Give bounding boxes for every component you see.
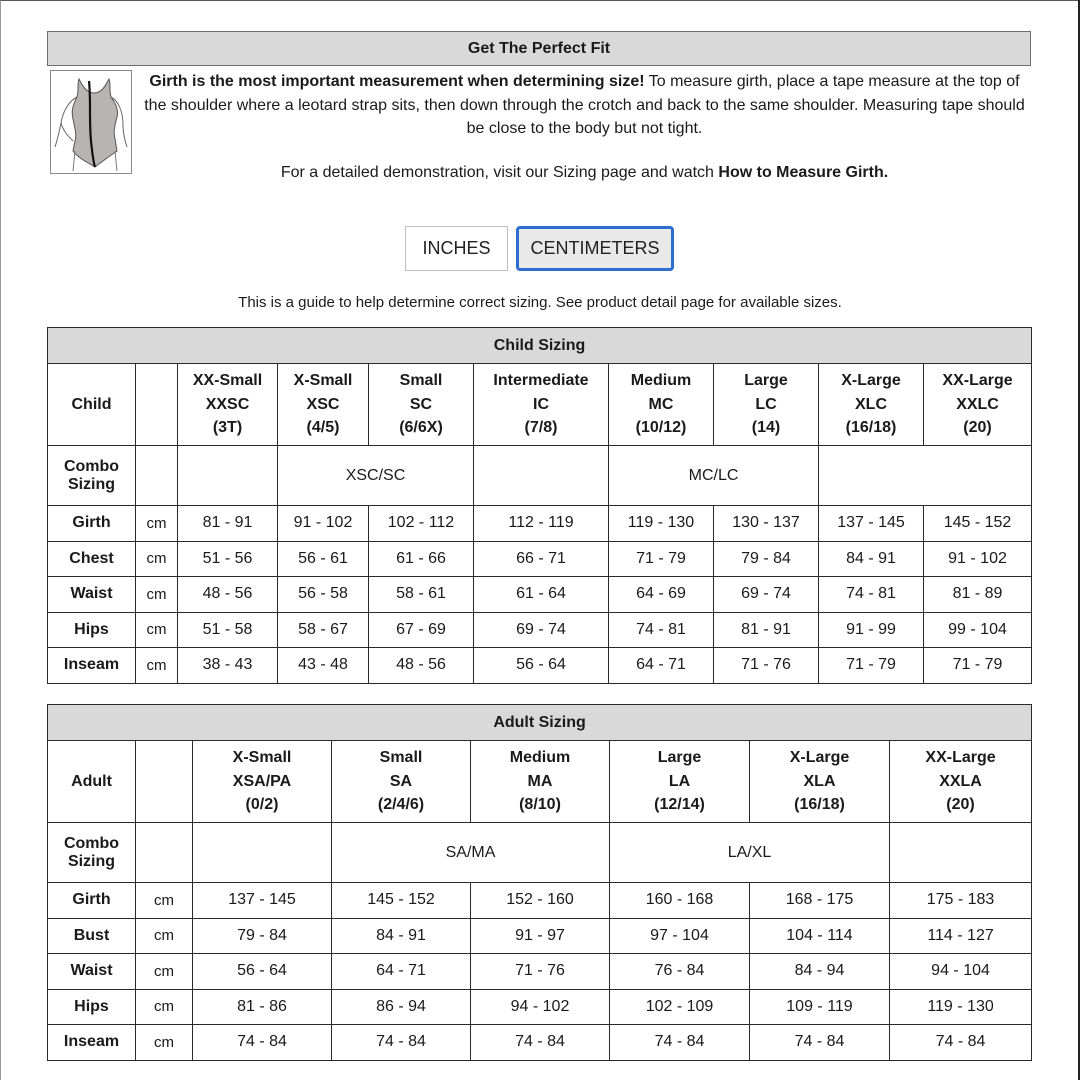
size-header <box>193 741 332 823</box>
size-range: (0/2) <box>245 796 279 814</box>
size-header <box>819 364 924 446</box>
measurement-label: Hips <box>48 989 136 1025</box>
measurement-value: 74 - 81 <box>609 612 714 648</box>
measurement-value: 71 - 76 <box>714 648 819 684</box>
size-range: (6/6X) <box>399 419 443 437</box>
table-row <box>48 506 1032 542</box>
size-range: (16/18) <box>845 419 897 437</box>
measurement-label: Inseam <box>48 648 136 684</box>
measurement-value: 79 - 84 <box>193 918 332 954</box>
combo-size-cell <box>819 446 1032 506</box>
measurement-value: 67 - 69 <box>369 612 474 648</box>
adult-sizing-table <box>47 704 1032 1061</box>
measurement-value: 69 - 74 <box>714 577 819 613</box>
table-row <box>48 918 1032 954</box>
measurement-value: 74 - 84 <box>332 1025 471 1061</box>
perfect-fit-panel <box>47 31 1031 188</box>
unit-toggle <box>405 226 674 271</box>
measurement-value: 74 - 84 <box>610 1025 750 1061</box>
table-row <box>48 577 1032 613</box>
measurement-label: Bust <box>48 918 136 954</box>
size-name: XX-Large <box>925 749 996 767</box>
size-header <box>924 364 1032 446</box>
leotard-figure-icon <box>51 71 131 173</box>
table-row <box>48 648 1032 684</box>
size-range: (7/8) <box>524 419 558 437</box>
measurement-value: 69 - 74 <box>474 612 609 648</box>
measurement-value: 56 - 64 <box>193 954 332 990</box>
adult-corner-label: Adult <box>48 741 136 823</box>
unit-cell: cm <box>136 1025 193 1061</box>
size-name: Intermediate <box>493 372 589 390</box>
centimeters-button[interactable]: CENTIMETERS <box>516 226 674 271</box>
measurement-value: 91 - 102 <box>278 506 369 542</box>
size-name: Small <box>399 372 443 390</box>
size-code: LC <box>755 395 777 413</box>
measurement-label: Inseam <box>48 1025 136 1061</box>
measurement-value: 58 - 67 <box>278 612 369 648</box>
measurement-value: 102 - 109 <box>610 989 750 1025</box>
size-code: LA <box>668 772 691 790</box>
measurement-value: 109 - 119 <box>750 989 890 1025</box>
measurement-label: Girth <box>48 883 136 919</box>
table-row <box>48 1025 1032 1061</box>
size-code: SA <box>389 772 413 790</box>
measurement-value: 76 - 84 <box>610 954 750 990</box>
combo-size-cell: SA/MA <box>332 823 610 883</box>
size-header <box>714 364 819 446</box>
measurement-value: 137 - 145 <box>819 506 924 542</box>
measurement-value: 81 - 91 <box>714 612 819 648</box>
table-row <box>48 541 1032 577</box>
measurement-label: Chest <box>48 541 136 577</box>
combo-unit-blank <box>136 446 178 506</box>
girth-instructions <box>142 70 1027 141</box>
measurement-value: 112 - 119 <box>474 506 609 542</box>
combo-size-cell <box>474 446 609 506</box>
size-header <box>471 741 610 823</box>
inches-button[interactable]: INCHES <box>405 226 508 271</box>
size-code: XXLC <box>956 395 999 413</box>
measurement-value: 94 - 102 <box>471 989 610 1025</box>
measurement-value: 130 - 137 <box>714 506 819 542</box>
measurement-value: 145 - 152 <box>332 883 471 919</box>
measurement-value: 74 - 84 <box>750 1025 890 1061</box>
size-code: XSA/PA <box>232 772 292 790</box>
measurement-value: 99 - 104 <box>924 612 1032 648</box>
size-range: (12/14) <box>654 796 705 814</box>
measurement-value: 81 - 89 <box>924 577 1032 613</box>
size-name: X-Small <box>232 749 292 767</box>
measurement-label: Waist <box>48 577 136 613</box>
size-header <box>890 741 1032 823</box>
measurement-label: Girth <box>48 506 136 542</box>
measurement-value: 74 - 84 <box>890 1025 1032 1061</box>
size-name: XX-Large <box>942 372 1013 390</box>
size-range: (16/18) <box>794 796 845 814</box>
measurement-value: 56 - 58 <box>278 577 369 613</box>
measurement-value: 94 - 104 <box>890 954 1032 990</box>
size-range: (10/12) <box>635 419 687 437</box>
size-code: MA <box>527 772 553 790</box>
size-name: Medium <box>630 372 692 390</box>
measurement-value: 84 - 94 <box>750 954 890 990</box>
measurement-value: 97 - 104 <box>610 918 750 954</box>
demo-note <box>142 164 1027 182</box>
unit-cell: cm <box>136 577 178 613</box>
unit-cell: cm <box>136 612 178 648</box>
measurement-value: 168 - 175 <box>750 883 890 919</box>
size-name: Large <box>744 372 788 390</box>
measurement-value: 71 - 79 <box>924 648 1032 684</box>
measurement-value: 81 - 91 <box>178 506 278 542</box>
size-code: XXSC <box>205 395 250 413</box>
measurement-value: 56 - 64 <box>474 648 609 684</box>
measurement-value: 74 - 84 <box>193 1025 332 1061</box>
measurement-value: 58 - 61 <box>369 577 474 613</box>
combo-sizing-label: Combo Sizing <box>48 446 136 506</box>
size-name: X-Large <box>841 372 901 390</box>
measurement-value: 86 - 94 <box>332 989 471 1025</box>
unit-header-blank <box>136 364 178 446</box>
measurement-value: 91 - 102 <box>924 541 1032 577</box>
measurement-value: 48 - 56 <box>178 577 278 613</box>
measurement-value: 71 - 76 <box>471 954 610 990</box>
size-header <box>332 741 471 823</box>
combo-size-cell <box>193 823 332 883</box>
size-name: Large <box>657 749 702 767</box>
unit-cell: cm <box>136 648 178 684</box>
measurement-value: 74 - 84 <box>471 1025 610 1061</box>
measurement-value: 137 - 145 <box>193 883 332 919</box>
table-row <box>48 612 1032 648</box>
size-code: IC <box>533 395 549 413</box>
size-code: XLA <box>803 772 836 790</box>
size-code: XLC <box>855 395 887 413</box>
measurement-value: 104 - 114 <box>750 918 890 954</box>
measurement-value: 84 - 91 <box>332 918 471 954</box>
unit-cell: cm <box>136 883 193 919</box>
measurement-value: 64 - 69 <box>609 577 714 613</box>
demo-text: For a detailed demonstration, visit our Sizing page and watch <box>280 164 719 181</box>
combo-sizing-label: Combo Sizing <box>48 823 136 883</box>
measurement-value: 71 - 79 <box>609 541 714 577</box>
adult-sizing-title: Adult Sizing <box>48 705 1032 741</box>
perfect-fit-title: Get The Perfect Fit <box>47 31 1031 66</box>
measurement-value: 61 - 66 <box>369 541 474 577</box>
unit-cell: cm <box>136 506 178 542</box>
unit-cell: cm <box>136 954 193 990</box>
table-row <box>48 989 1032 1025</box>
measurement-value: 74 - 81 <box>819 577 924 613</box>
measurement-value: 114 - 127 <box>890 918 1032 954</box>
measurement-value: 61 - 64 <box>474 577 609 613</box>
size-code: MC <box>648 395 674 413</box>
measurement-value: 48 - 56 <box>369 648 474 684</box>
measurement-label: Hips <box>48 612 136 648</box>
size-header <box>474 364 609 446</box>
measurement-value: 66 - 71 <box>474 541 609 577</box>
size-name: X-Small <box>293 372 353 390</box>
combo-size-cell: XSC/SC <box>278 446 474 506</box>
size-range: (20) <box>963 419 992 437</box>
measurement-value: 81 - 86 <box>193 989 332 1025</box>
size-range: (8/10) <box>519 796 561 814</box>
measurement-value: 160 - 168 <box>610 883 750 919</box>
measurement-value: 38 - 43 <box>178 648 278 684</box>
unit-cell: cm <box>136 541 178 577</box>
measurement-label: Waist <box>48 954 136 990</box>
measurement-value: 91 - 97 <box>471 918 610 954</box>
size-header <box>178 364 278 446</box>
combo-size-cell <box>890 823 1032 883</box>
size-code: XXLA <box>939 772 982 790</box>
combo-size-cell: LA/XL <box>610 823 890 883</box>
measurement-value: 91 - 99 <box>819 612 924 648</box>
how-to-measure-girth-link[interactable]: How to Measure Girth. <box>718 164 889 181</box>
size-range: (14) <box>751 419 781 437</box>
measurement-value: 79 - 84 <box>714 541 819 577</box>
size-header <box>610 741 750 823</box>
size-header <box>278 364 369 446</box>
measurement-value: 64 - 71 <box>609 648 714 684</box>
size-range: (2/4/6) <box>377 796 425 814</box>
measurement-value: 152 - 160 <box>471 883 610 919</box>
measurement-value: 56 - 61 <box>278 541 369 577</box>
size-range: (4/5) <box>306 419 340 437</box>
table-row <box>48 883 1032 919</box>
measurement-value: 102 - 112 <box>369 506 474 542</box>
measurement-value: 119 - 130 <box>890 989 1032 1025</box>
table-row <box>48 954 1032 990</box>
measurement-value: 43 - 48 <box>278 648 369 684</box>
size-name: Small <box>379 749 423 767</box>
measurement-value: 64 - 71 <box>332 954 471 990</box>
size-header <box>750 741 890 823</box>
size-code: SC <box>409 395 433 413</box>
measurement-value: 119 - 130 <box>609 506 714 542</box>
size-range: (3T) <box>212 419 243 437</box>
measurement-value: 51 - 56 <box>178 541 278 577</box>
size-code: XSC <box>306 395 340 413</box>
unit-cell: cm <box>136 918 193 954</box>
girth-measure-steps: To measure girth, place a tape measure at the top of the shoulder where a leotard strap sits, then down through the crotch and back to the same shoulder. Measuring tape should be close to the body but not tight. <box>144 73 1025 137</box>
leotard-girth-illustration <box>50 70 132 174</box>
girth-importance-note: Girth is the most important measurement when determining size! <box>149 73 645 90</box>
size-name: Medium <box>509 749 571 767</box>
child-corner-label: Child <box>48 364 136 446</box>
measurement-value: 145 - 152 <box>924 506 1032 542</box>
sizing-guide-note: This is a guide to help determine correct sizing. See product detail page for available sizes. <box>238 294 842 311</box>
size-name: X-Large <box>789 749 850 767</box>
combo-unit-blank <box>136 823 193 883</box>
size-range: (20) <box>946 796 975 814</box>
size-name: XX-Small <box>192 372 263 390</box>
measurement-value: 71 - 79 <box>819 648 924 684</box>
measurement-value: 175 - 183 <box>890 883 1032 919</box>
measurement-value: 51 - 58 <box>178 612 278 648</box>
unit-header-blank <box>136 741 193 823</box>
size-header <box>369 364 474 446</box>
unit-cell: cm <box>136 989 193 1025</box>
combo-size-cell: MC/LC <box>609 446 819 506</box>
child-sizing-title: Child Sizing <box>48 328 1032 364</box>
size-header <box>609 364 714 446</box>
combo-size-cell <box>178 446 278 506</box>
measurement-value: 84 - 91 <box>819 541 924 577</box>
child-sizing-table <box>47 327 1032 684</box>
